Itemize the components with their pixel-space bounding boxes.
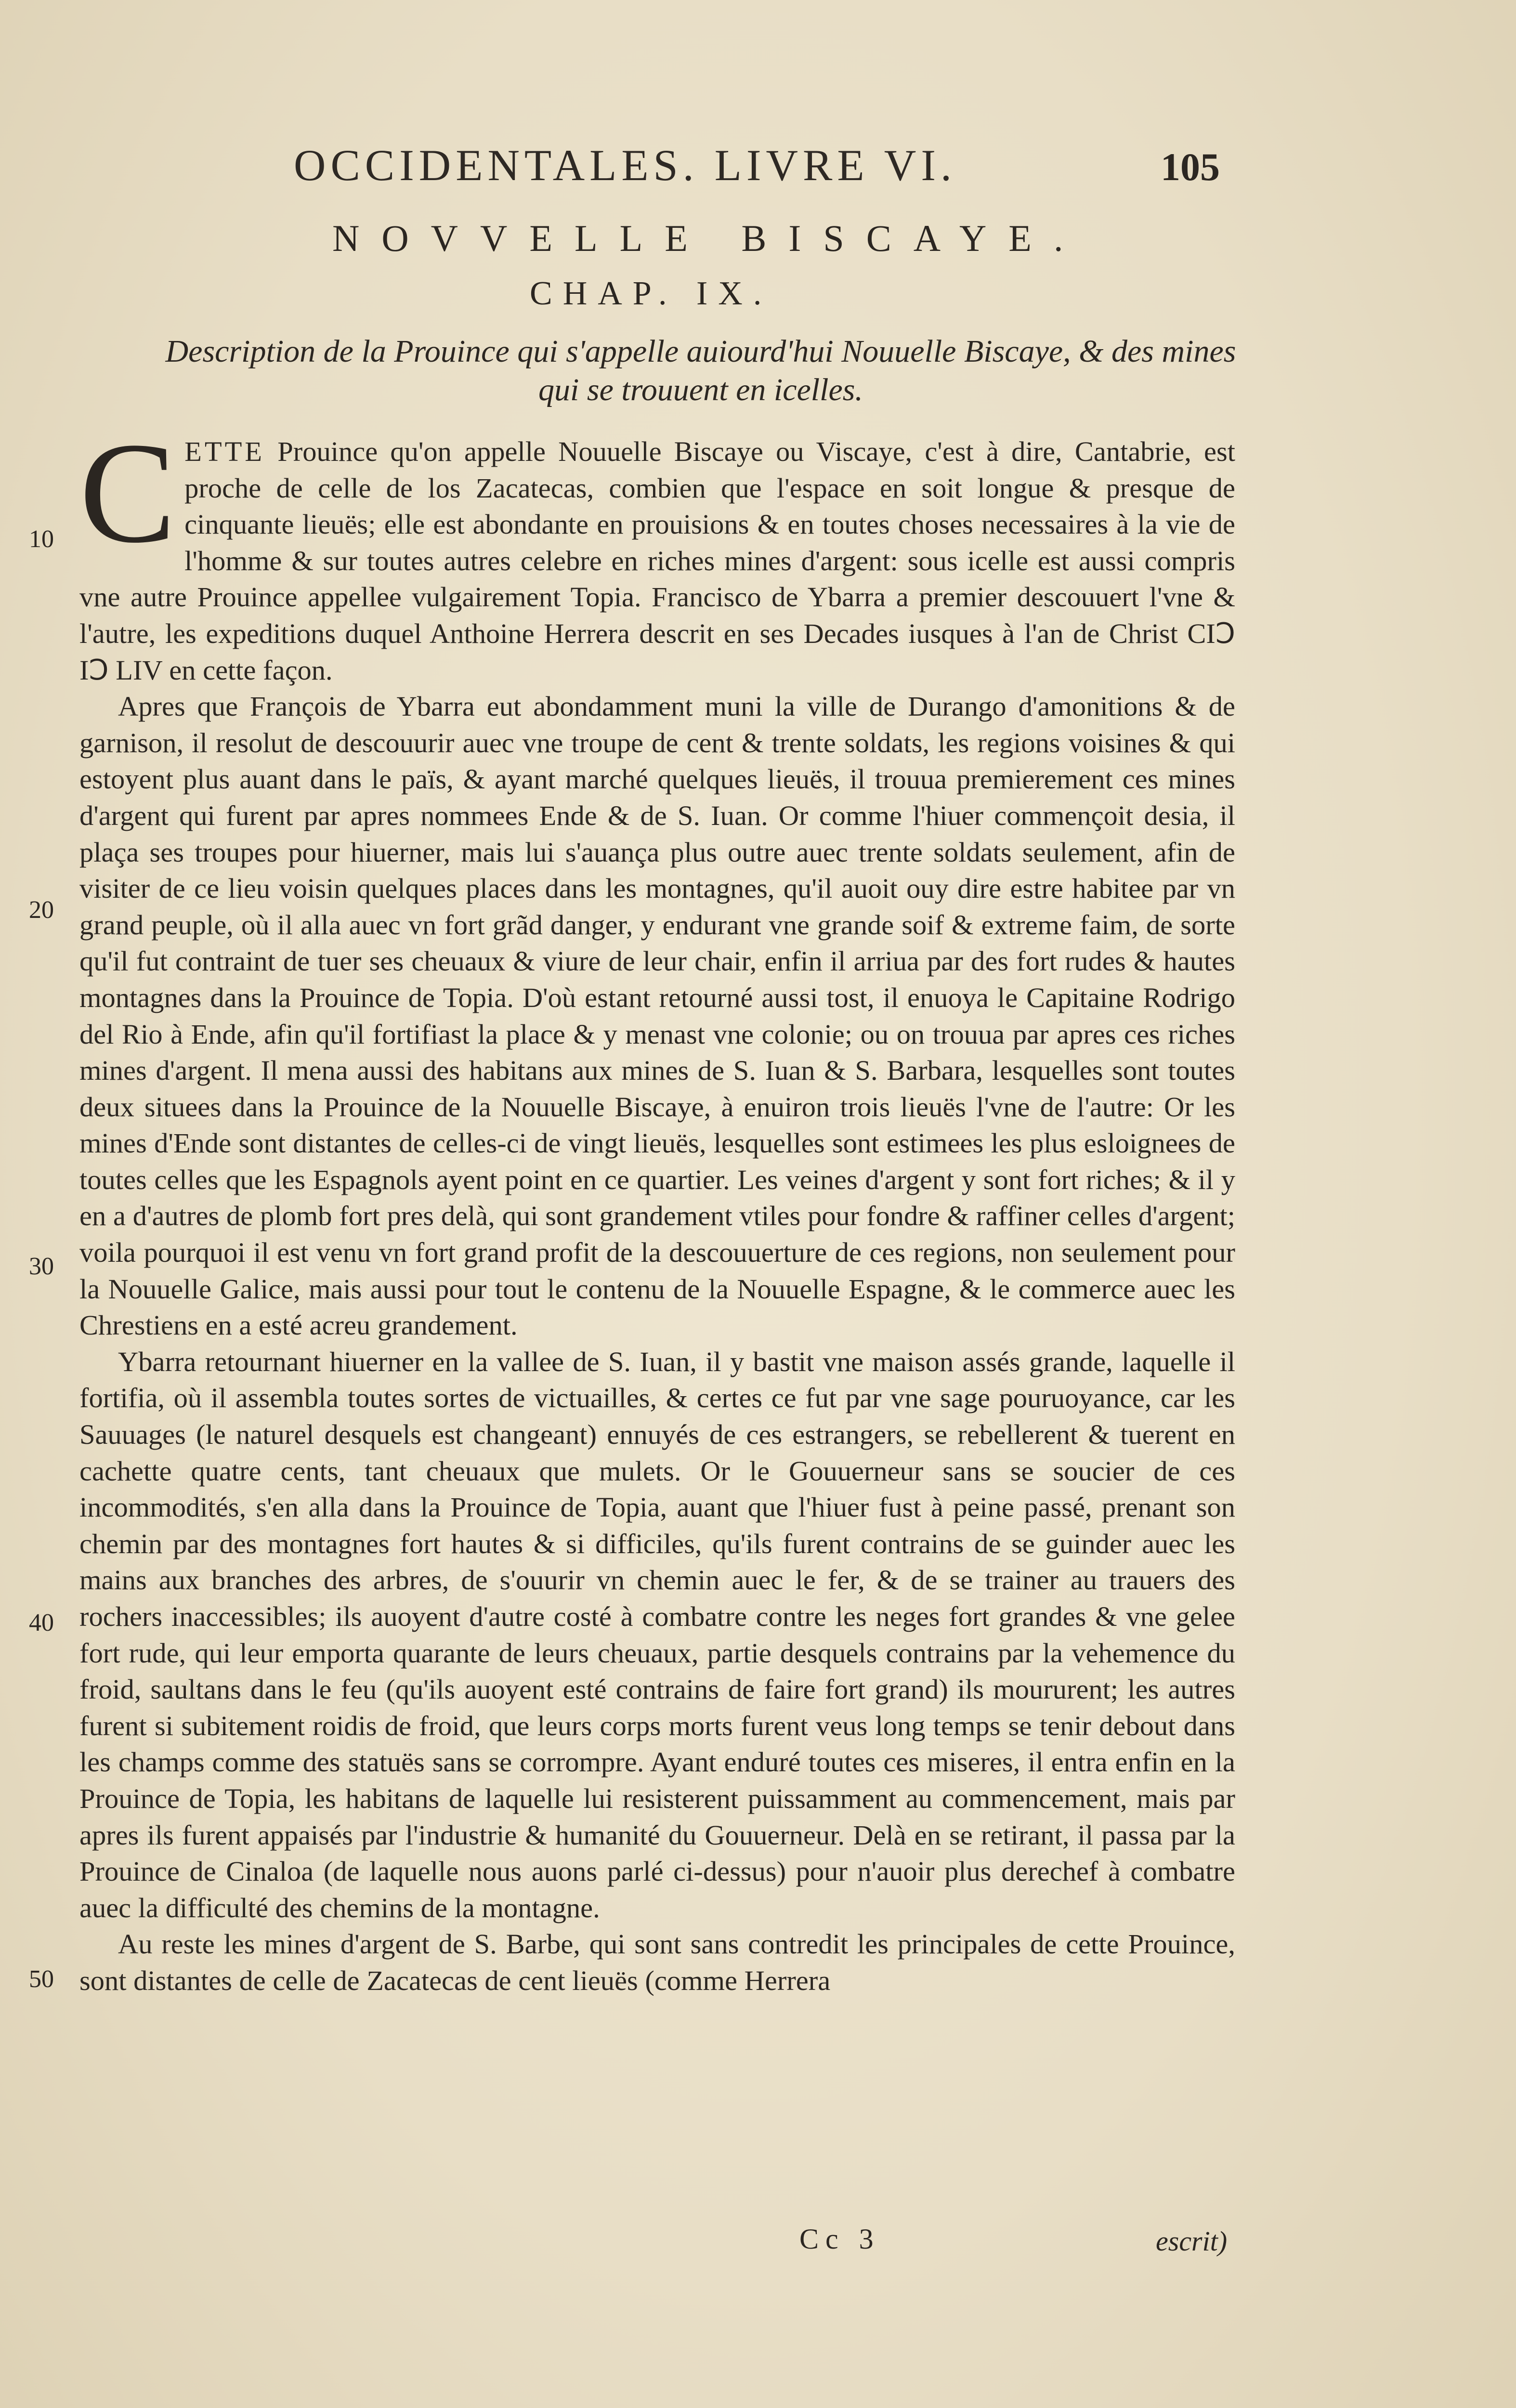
- line-number-50: 50: [29, 1965, 54, 1993]
- paragraph-1: [79, 413, 1236, 688]
- catchword: escrit): [1156, 2225, 1228, 2257]
- paragraph-4: Au reste les mines d'argent de S. Barbe, qui sont sans contredit les principales de cette Prouince, sont distantes de celle de Zacatecas de cent lieuës (comme Herrera: [79, 1928, 1235, 1996]
- signature-mark: Cc 3: [799, 2223, 880, 2255]
- paragraph-3: Ybarra retournant hiuerner en la vallee de S. Iuan, il y bastit vne maison assés grande, laquelle il fortifia, où il assembla toutes sortes de victuailles, & certes ce fut par vne sage pouruoyance, car les Sauuages (le naturel desquels est changeant) ennuyés de ces estrangers, se rebellerent & tuerent en cachette quatre cents, tant cheuaux que mulets. Or le Gouuerneur sans se soucier de ces incommodités, s'en alla dans la Prouince de Topia, auant que l'hiuer fust à peine passé, prenant son chemin par des montagnes fort hautes & si difficiles, qu'ils furent contrains de se guinder auec les mains aux branches des arbres, de s'ouurir vn chemin auec le fer, & de se trainer au trauers des rochers inaccessibles; ils auoyent d'autre costé à combatre contre les neges fort grandes & vne gelee fort rude, qui leur emporta quarante de leurs cheuaux, partie desquels contrains par la vehemence du froid, saultans dans le feu (qu'ils auoyent esté contrains de faire fort grand) ils moururent; les autres furent si subitement roidis de froid, que leurs corps morts furent veus long temps se tenir debout dans les champs comme des statuës sans se corrompre. Ayant enduré toutes ces miseres, il entra enfin en la Prouince de Topia, les habitans de laquelle lui resisterent puissamment au commencement, mais par apres ils furent appaisés par l'industrie & humanité du Gouuerneur. Delà en se retirant, il passa par la Prouince de Cinaloa (de laquelle nous auons parlé ci-dessus) pour n'auoir plus derechef à combatre auec la difficulté des chemins de la montagne.: [79, 1346, 1235, 1924]
- section-title: NOVVELLE BISCAYE.: [332, 217, 1085, 259]
- chapter-heading: CHAP. IX.: [530, 275, 772, 312]
- line-number-10: 10: [29, 525, 54, 553]
- page-number: 105: [1161, 145, 1220, 189]
- opening-small-caps: ETTE: [184, 436, 265, 467]
- paragraph-2: Apres que François de Ybarra eut abondamment muni la ville de Durango d'amonitions & de garnison, il resolut de descouurir auec vne troupe de cent & trente soldats, les regions voisines & qui estoyent plus auant dans le païs, & ayant marché quelques lieuës, il trouua premierement ces mines d'argent qui furent par apres nommees Ende & de S. Iuan. Or comme l'hiuer commençoit desia, il plaça ses troupes pour hiuerner, mais lui s'auança plus outre auec trente soldats seulement, afin de visiter de ce lieu voisin quelques places dans les montagnes, qu'il auoit ouy dire estre habitee par vn grand peuple, où il alla auec vn fort grãd danger, y endurant vne grande soif & extreme faim, de sorte qu'il fut contraint de tuer ses cheuaux & viure de leur chair, enfin il arriua par des fort rudes & hautes montagnes dans la Prouince de Topia. D'où estant retourné aussi tost, il enuoya le Capitaine Rodrigo del Rio à Ende, afin qu'il fortifiast la place & y menast vne colonie; ou on trouua par apres ces riches mines d'argent. Il mena aussi des habitans aux mines de S. Iuan & S. Barbara, lesquelles sont toutes deux situees dans la Prouince de la Nouuelle Biscaye, à enuiron trois lieuës l'vne de l'autre: Or les mines d'Ende sont distantes de celles-ci de vingt lieuës, lesquelles sont estimees les plus esloignees de toutes celles que les Espagnols ayent point en ce quartier. Les veines d'argent y sont fort riches; & il y en a d'autres de plomb fort pres delà, qui sont grandement vtiles pour fondre & raffiner celles d'argent; voila pourquoi il est venu vn fort grand profit de la descouuerture de ces regions, non seulement pour la Nouuelle Galice, mais aussi pour tout le contenu de la Nouuelle Espagne, & le commerce auec les Chrestiens en a esté acreu grandement.: [79, 691, 1235, 1341]
- line-number-20: 20: [29, 896, 54, 924]
- paragraph-1-text: Prouince qu'on appelle Nouuelle Biscaye ou Viscaye, c'est à dire, Cantabrie, est proche de celle de los Zacatecas, combien que l'espace en soit longue & presque de cinquante lieuës; elle est abondante en prouisions & en toutes choses necessaires à la vie de l'homme & sur toutes autres celebre en riches mines d'argent: sous icelle est aussi compris vne autre Prouince appellee vulgairement Topia. Francisco de Ybarra a premier descouuert l'vne & l'autre, les expeditions duquel Anthoine Herrera descrit en ses Decades iusques à l'an de Christ CIↃ IↃ LIV en cette façon.: [79, 436, 1236, 686]
- line-number-40: 40: [29, 1609, 54, 1636]
- body-text: [79, 413, 1236, 1999]
- drop-cap: C: [79, 413, 176, 573]
- running-head: OCCIDENTALES. LIVRE VI.: [294, 141, 956, 190]
- chapter-summary: Description de la Prouince qui s'appelle auiourd'hui Nouuelle Biscaye, & des mines qui se trouuent en icelles.: [165, 334, 1236, 407]
- line-number-30: 30: [29, 1253, 54, 1280]
